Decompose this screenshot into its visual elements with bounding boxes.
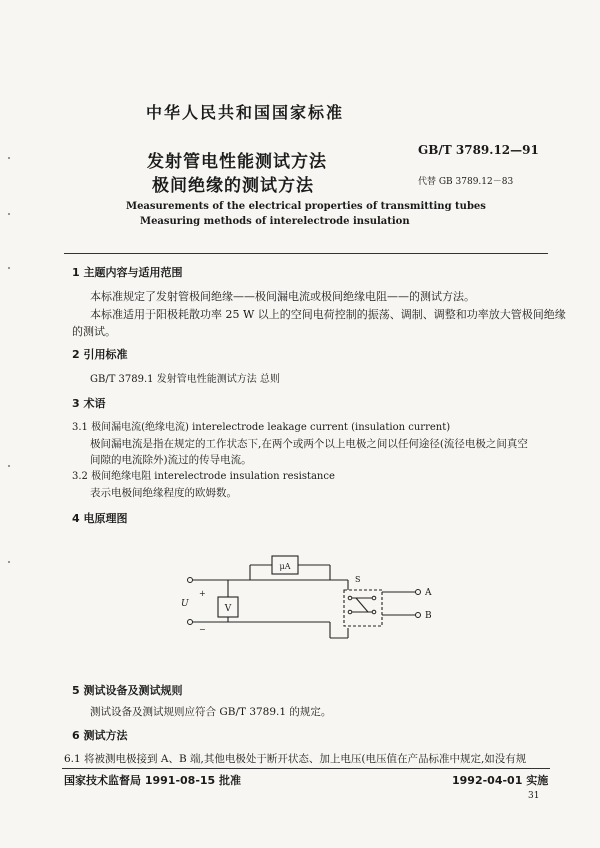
section-4-heading: 4 电原理图: [72, 512, 128, 525]
terminal-a-label: A: [425, 588, 432, 598]
section-1-paragraph-2-cont: 的测试。: [72, 325, 116, 338]
switch-box: [344, 590, 382, 626]
switch-pole: [348, 596, 352, 600]
section-2-heading: 2 引用标准: [72, 348, 128, 361]
source-terminal-minus: [188, 620, 193, 625]
voltmeter-label: V: [224, 604, 232, 614]
section-2-reference: GB/T 3789.1 发射管电性能测试方法 总则: [90, 374, 280, 385]
plus-label: +: [199, 589, 206, 598]
implementation-date: 1992-04-01 实施: [452, 774, 549, 787]
terminal-b-label: B: [425, 611, 432, 621]
section-1-heading: 1 主题内容与适用范围: [72, 266, 183, 279]
term-3-1-definition-cont: 间隙的电流除外)流过的传导电流。: [90, 454, 252, 466]
switch-pole: [372, 596, 376, 600]
terminal-b: [416, 613, 421, 618]
switch-pole: [348, 610, 352, 614]
term-3-1-definition: 极间漏电流是指在规定的工作状态下,在两个或两个以上电极之间以任何途径(流径电极之间真空: [90, 438, 528, 450]
national-standard-heading: 中华人民共和国国家标准: [146, 103, 345, 122]
switch-pole: [372, 610, 376, 614]
replaces-standard: 代替 GB 3789.12－83: [418, 177, 514, 187]
term-3-1: 3.1 极间漏电流(绝缘电流) interelectrode leakage current (insulation current): [72, 422, 451, 433]
switch-label: S: [355, 575, 361, 584]
page-number: 31: [528, 791, 540, 801]
switch-blade: [356, 598, 368, 612]
section-6-heading: 6 测试方法: [72, 729, 128, 742]
english-title-line2: Measuring methods of interelectrode insulation: [140, 216, 410, 227]
section-1-paragraph-2: 本标准适用于阳极耗散功率 25 W 以上的空间电荷控制的振荡、调制、调整和功率放大管极间绝缘: [90, 308, 566, 321]
voltage-label: U: [181, 599, 189, 609]
doc-title-line1: 发射管电性能测试方法: [147, 152, 327, 172]
source-terminal-plus: [188, 578, 193, 583]
terminal-a: [416, 590, 421, 595]
standard-number: GB/T 3789.12—91: [418, 143, 539, 157]
approval-line: 国家技术监督局 1991-08-15 批准: [64, 774, 242, 787]
section-5-heading: 5 测试设备及测试规则: [72, 684, 183, 697]
section-1-paragraph-1: 本标准规定了发射管极间绝缘——极间漏电流或极间绝缘电阻——的测试方法。: [90, 290, 475, 303]
english-title-line1: Measurements of the electrical properties of transmitting tubes: [126, 201, 486, 212]
section-5-paragraph: 测试设备及测试规则应符合 GB/T 3789.1 的规定。: [90, 706, 332, 718]
section-3-heading: 3 术语: [72, 397, 106, 410]
footer-divider: [62, 768, 550, 769]
term-3-2-definition: 表示电极间绝缘程度的欧姆数。: [90, 487, 237, 499]
term-3-2: 3.2 极间绝缘电阻 interelectrode insulation resistance: [72, 471, 335, 482]
microammeter-label: μA: [279, 562, 291, 571]
section-6-1-text: 6.1 将被测电极接到 A、B 端,其他电极处于断开状态、加上电压(电压值在产品标准中规定,如没有规: [64, 753, 527, 765]
doc-title-line2: 极间绝缘的测试方法: [152, 176, 314, 196]
minus-label: −: [199, 625, 206, 634]
